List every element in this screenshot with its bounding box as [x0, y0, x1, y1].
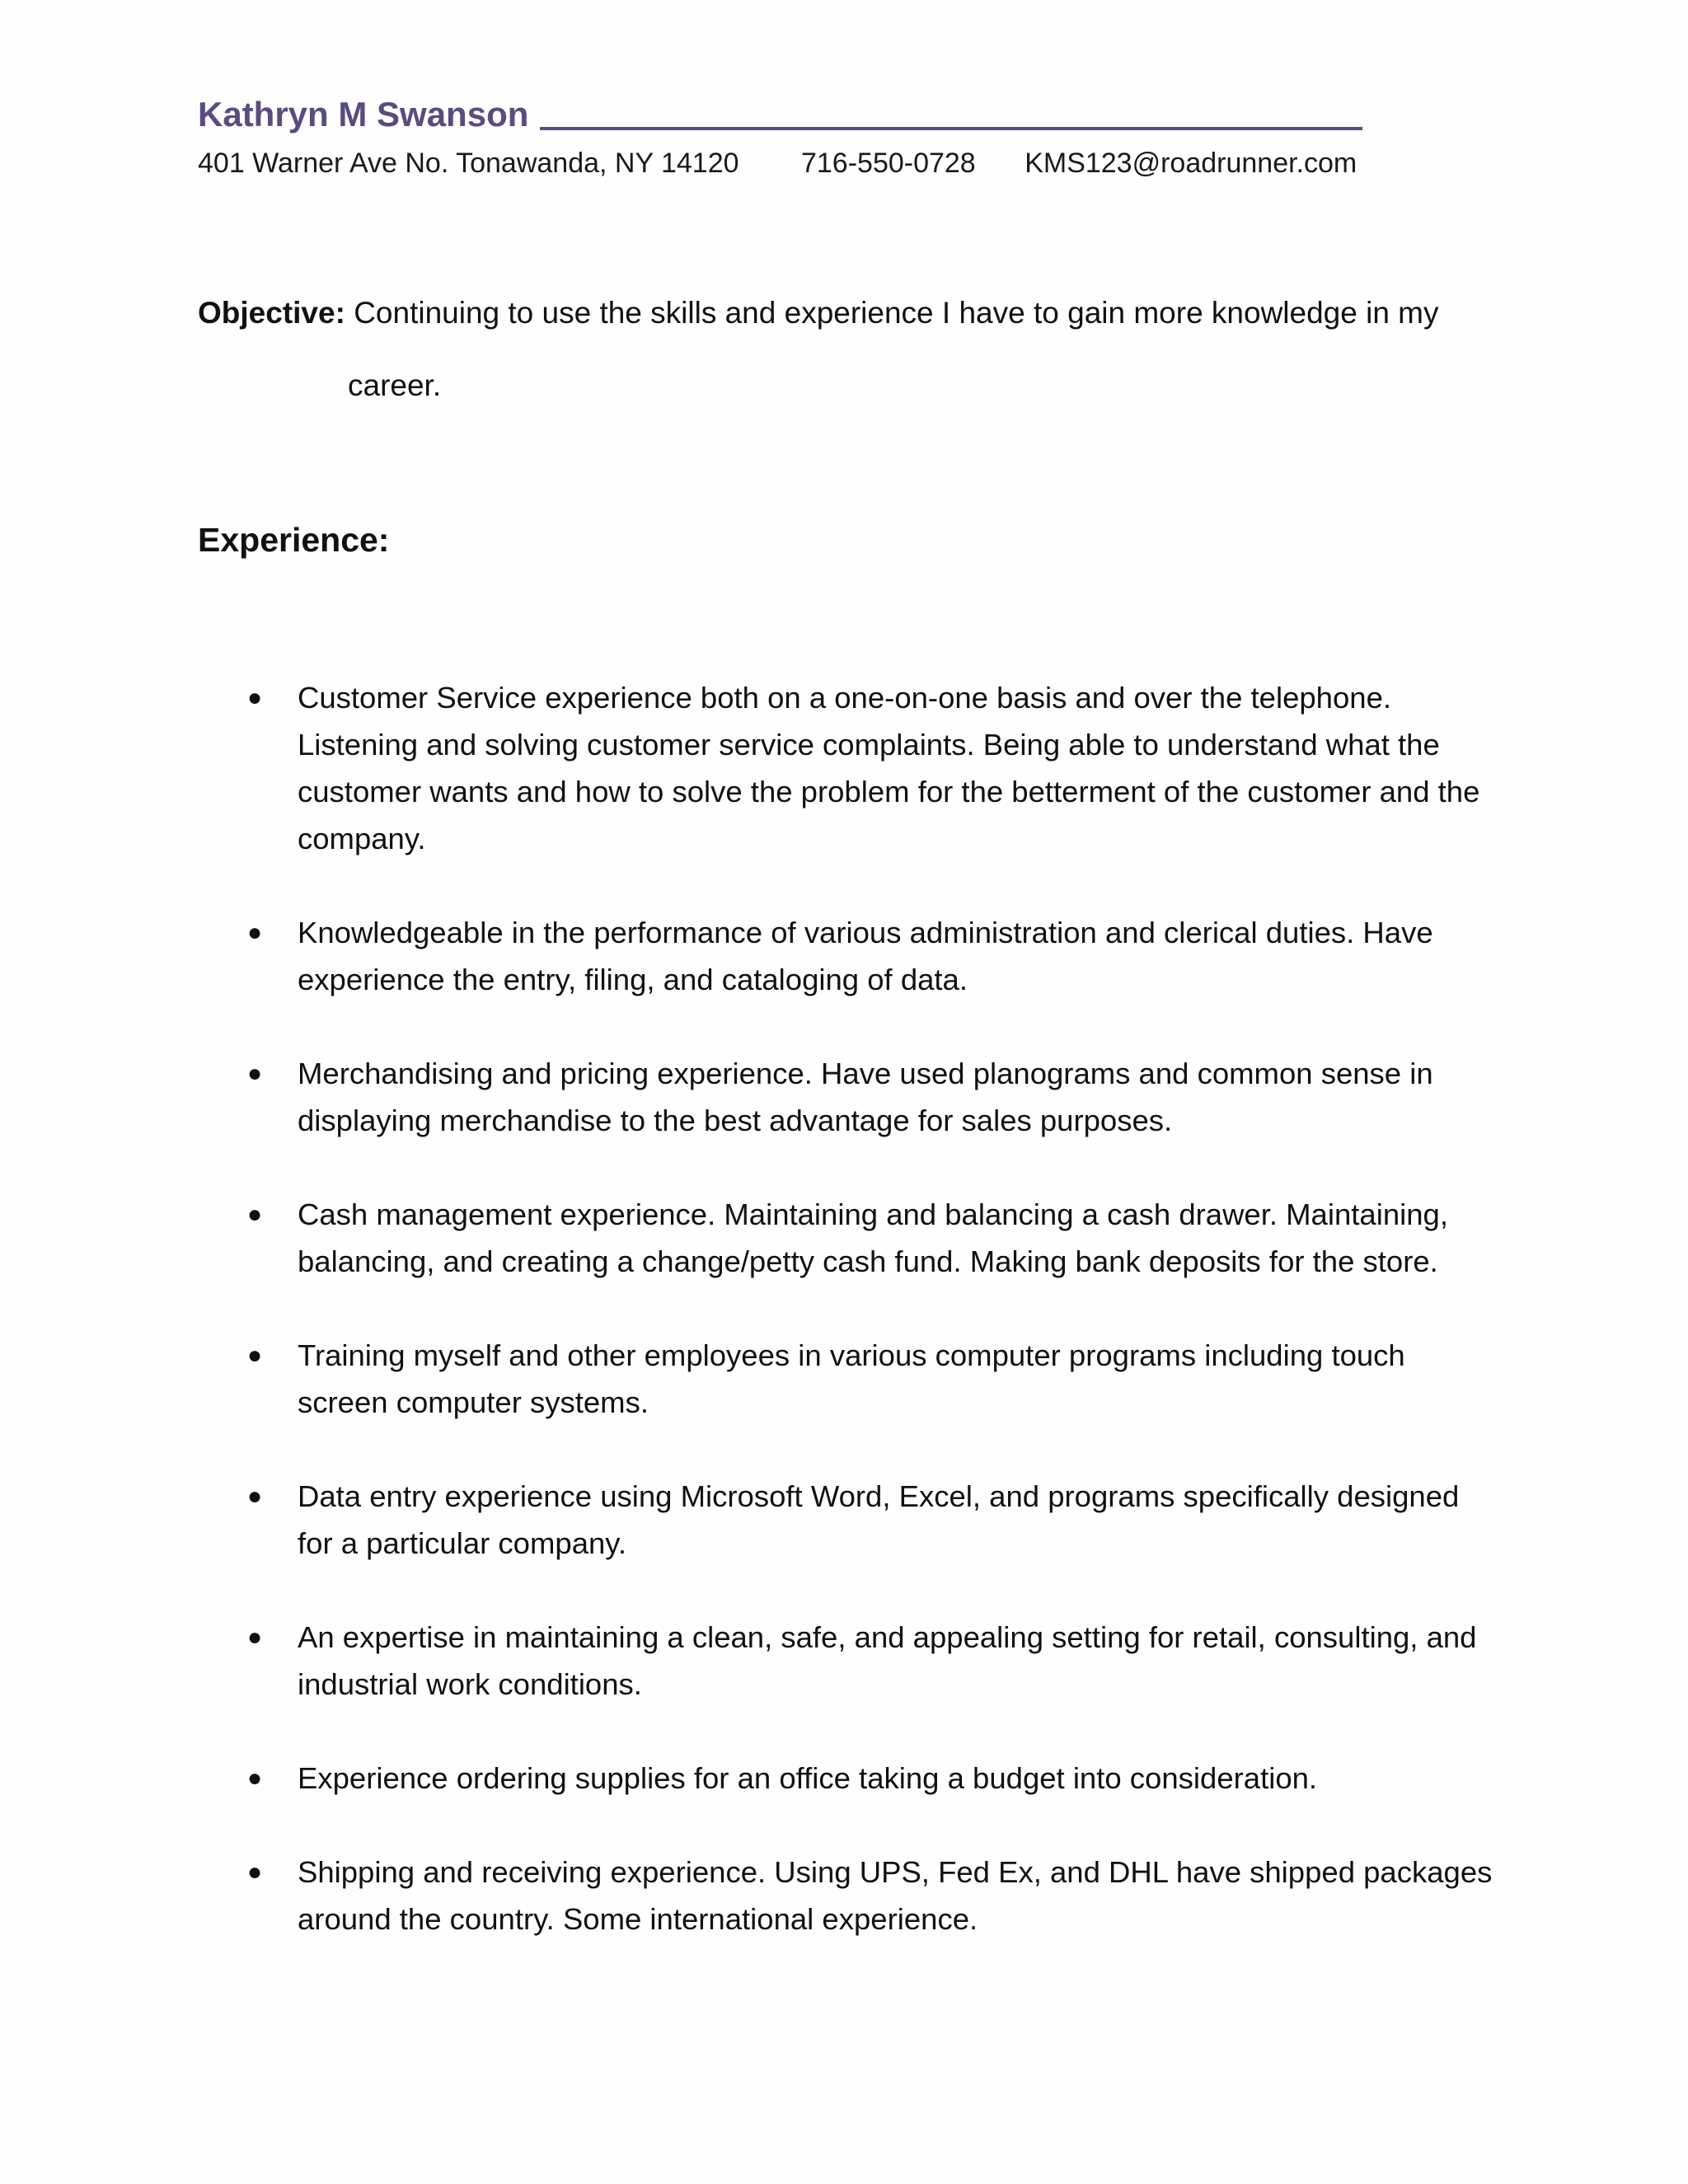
contact-phone: 716-550-0728: [800, 148, 976, 179]
experience-item: [198, 674, 1500, 862]
objective-text-1: Continuing to use the skills and experience I have to gain more knowledge in my: [354, 296, 1439, 330]
experience-item-text: Cash management experience. Maintaining and balancing a cash drawer. Maintaining, balancing, and creating a change/petty cash fund. Making bank deposits for the store.: [298, 1197, 1448, 1278]
experience-heading: Experience:: [198, 521, 390, 559]
objective-section: [198, 295, 1484, 405]
experience-item: [198, 1473, 1500, 1567]
bullet-icon: ●: [247, 684, 263, 711]
bullet-icon: ●: [247, 1342, 263, 1369]
bullet-icon: ●: [247, 1858, 263, 1886]
experience-item-text: Shipping and receiving experience. Using UPS, Fed Ex, and DHL have shipped packages around the country. Some international experience.: [298, 1855, 1493, 1936]
experience-item-text: Customer Service experience both on a one-on-one basis and over the telephone. Listening and solving customer service complaints. Being able to understand what the customer wants and how to solve the problem for the betterment of the customer and the company.: [298, 681, 1480, 855]
candidate-name: Kathryn M Swanson: [198, 95, 529, 134]
experience-list: [198, 674, 1500, 1990]
experience-item-text: Merchandising and pricing experience. Have used planograms and common sense in displaying merchandise to the best advantage for sales purposes.: [298, 1057, 1433, 1137]
bullet-icon: ●: [247, 1765, 263, 1792]
experience-item-text: Data entry experience using Microsoft Word, Excel, and programs specifically designed for a particular company.: [298, 1479, 1460, 1560]
experience-item: [198, 909, 1500, 1003]
name-underline-rule: [540, 127, 1362, 130]
experience-item: [198, 1755, 1500, 1802]
header: [198, 97, 1362, 132]
bullet-icon: ●: [247, 1624, 263, 1651]
objective-line-1: [198, 295, 1484, 331]
bullet-icon: ●: [247, 1060, 263, 1087]
experience-item-text: Experience ordering supplies for an office taking a budget into consideration.: [298, 1761, 1318, 1795]
experience-item-text: Training myself and other employees in various computer programs including touch screen computer systems.: [298, 1338, 1405, 1419]
bullet-icon: ●: [247, 1201, 263, 1228]
contact-line: [198, 147, 1357, 180]
objective-label: Objective:: [198, 296, 345, 330]
experience-item: [198, 1849, 1500, 1943]
bullet-icon: ●: [247, 1483, 263, 1510]
experience-item: [198, 1614, 1500, 1708]
experience-item: [198, 1050, 1500, 1144]
contact-address: 401 Warner Ave No. Tonawanda, NY 14120: [198, 148, 739, 179]
experience-item-text: Knowledgeable in the performance of various administration and clerical duties. Have experience the entry, filing, and cataloging of data.: [298, 916, 1433, 996]
bullet-icon: ●: [247, 919, 263, 946]
experience-item: [198, 1191, 1500, 1285]
contact-email: KMS123@roadrunner.com: [1025, 148, 1357, 179]
experience-item-text: An expertise in maintaining a clean, safe, and appealing setting for retail, consulting, and industrial work conditions.: [298, 1620, 1477, 1701]
objective-text-2: career.: [348, 368, 442, 403]
experience-item: [198, 1332, 1500, 1426]
